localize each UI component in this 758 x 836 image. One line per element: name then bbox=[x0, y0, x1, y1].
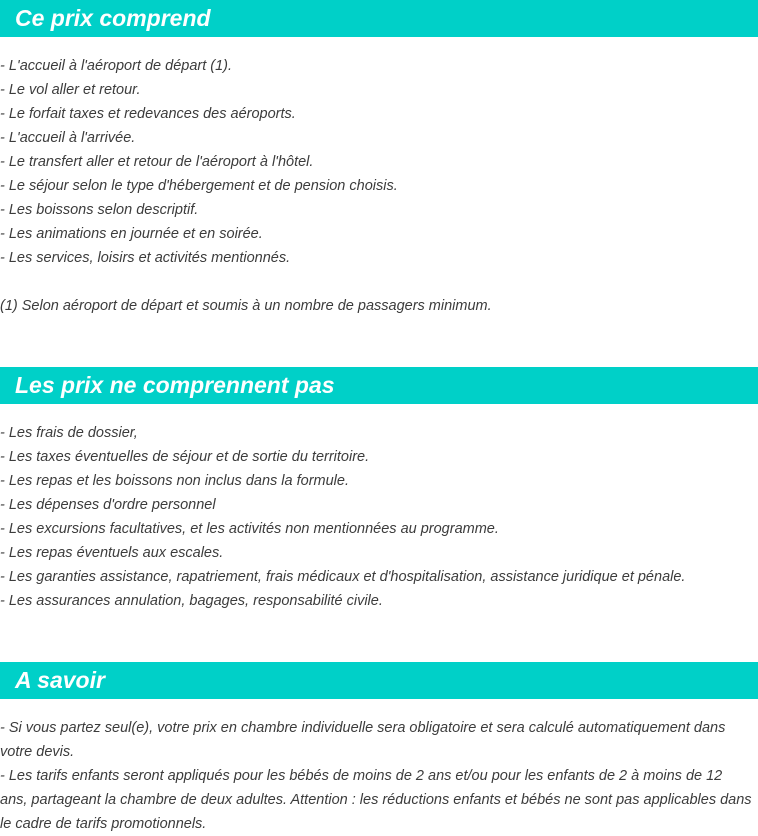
included-section-title: Ce prix comprend bbox=[0, 0, 758, 37]
included-list bbox=[0, 37, 758, 318]
list-item: - Le vol aller et retour. bbox=[0, 82, 141, 98]
list-item: - Les taxes éventuelles de séjour et de sortie du territoire. bbox=[0, 449, 370, 465]
list-item: - Le séjour selon le type d'hébergement et de pension choisis. bbox=[0, 178, 398, 194]
list-item: - Les repas et les boissons non inclus dans la formule. bbox=[0, 473, 349, 489]
excluded-section-title: Les prix ne comprennent pas bbox=[0, 367, 758, 404]
paragraph: - Si vous partez seul(e), votre prix en chambre individuelle sera obligatoire et sera calculé automatiquement dans votre devis. bbox=[0, 720, 726, 760]
excluded-section bbox=[0, 367, 758, 613]
list-item: - Les services, loisirs et activités mentionnés. bbox=[0, 250, 291, 266]
list-item: - Le transfert aller et retour de l'aéroport à l'hôtel. bbox=[0, 154, 314, 170]
included-section bbox=[0, 0, 758, 318]
list-item: - Les garanties assistance, rapatriement, frais médicaux et d'hospitalisation, assistance juridique et pénale. bbox=[0, 569, 686, 585]
list-item: - Les assurances annulation, bagages, responsabilité civile. bbox=[0, 593, 383, 609]
list-item: - Les repas éventuels aux escales. bbox=[0, 545, 224, 561]
list-item: - Les animations en journée et en soirée. bbox=[0, 226, 263, 242]
good-to-know-section-title: A savoir bbox=[0, 662, 758, 699]
list-item: - Le forfait taxes et redevances des aéroports. bbox=[0, 106, 296, 122]
list-item: - L'accueil à l'arrivée. bbox=[0, 130, 136, 146]
good-to-know-section bbox=[0, 662, 758, 836]
footnote: (1) Selon aéroport de départ et soumis à un nombre de passagers minimum. bbox=[0, 298, 492, 314]
list-item: - Les frais de dossier, bbox=[0, 425, 138, 441]
spacer bbox=[0, 270, 758, 294]
list-item: - Les excursions facultatives, et les activités non mentionnées au programme. bbox=[0, 521, 499, 537]
good-to-know-text bbox=[0, 699, 758, 836]
excluded-list bbox=[0, 404, 758, 613]
list-item: - L'accueil à l'aéroport de départ (1). bbox=[0, 58, 233, 74]
paragraph: - Les tarifs enfants seront appliqués pour les bébés de moins de 2 ans et/ou pour les enfants de 2 à moins de 12 ans, partageant la chambre de deux adultes. Attention : les réductions enfants et bébés ne sont pas applicables dans le cadre de tarifs promotionnels. bbox=[0, 768, 752, 832]
list-item: - Les boissons selon descriptif. bbox=[0, 202, 199, 218]
list-item: - Les dépenses d'ordre personnel bbox=[0, 497, 216, 513]
